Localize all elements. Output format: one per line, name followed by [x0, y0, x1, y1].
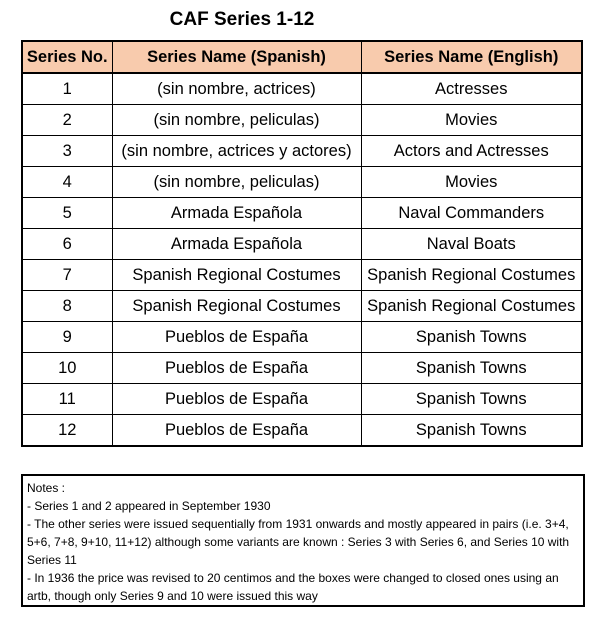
cell-series-no: 7	[22, 260, 112, 291]
table-row	[22, 73, 582, 105]
note-line: - Series 1 and 2 appeared in September 1930	[27, 499, 271, 513]
table-row	[22, 105, 582, 136]
table-row	[22, 167, 582, 198]
table-header-row	[22, 41, 582, 73]
cell-spanish-name: Spanish Regional Costumes	[112, 260, 361, 291]
cell-series-no: 9	[22, 322, 112, 353]
cell-english-name: Spanish Towns	[361, 415, 582, 447]
notes-box	[21, 474, 585, 607]
cell-series-no: 1	[22, 73, 112, 105]
notes-heading: Notes :	[27, 481, 66, 495]
cell-series-no: 5	[22, 198, 112, 229]
table-row	[22, 384, 582, 415]
cell-spanish-name: (sin nombre, peliculas)	[112, 167, 361, 198]
cell-english-name: Movies	[361, 105, 582, 136]
cell-spanish-name: Pueblos de España	[112, 415, 361, 447]
cell-series-no: 8	[22, 291, 112, 322]
cell-english-name: Spanish Towns	[361, 353, 582, 384]
cell-english-name: Movies	[361, 167, 582, 198]
page-title: CAF Series 1-12	[169, 9, 315, 30]
cell-spanish-name: (sin nombre, peliculas)	[112, 105, 361, 136]
table-row	[22, 260, 582, 291]
cell-spanish-name: Pueblos de España	[112, 384, 361, 415]
note-line: - In 1936 the price was revised to 20 centimos and the boxes were changed to closed ones using an artb, though only Series 9 and 10 were issued this way	[27, 571, 559, 603]
cell-series-no: 3	[22, 136, 112, 167]
table-row	[22, 229, 582, 260]
cell-series-no: 10	[22, 353, 112, 384]
cell-english-name: Actors and Actresses	[361, 136, 582, 167]
cell-spanish-name: Armada Española	[112, 198, 361, 229]
cell-spanish-name: Armada Española	[112, 229, 361, 260]
header-series-name-spanish: Series Name (Spanish)	[112, 41, 361, 73]
cell-english-name: Spanish Regional Costumes	[361, 260, 582, 291]
cell-series-no: 6	[22, 229, 112, 260]
table-row	[22, 291, 582, 322]
cell-series-no: 12	[22, 415, 112, 447]
table-row	[22, 198, 582, 229]
header-series-name-english: Series Name (English)	[361, 41, 582, 73]
cell-english-name: Spanish Regional Costumes	[361, 291, 582, 322]
cell-english-name: Actresses	[361, 73, 582, 105]
cell-spanish-name: (sin nombre, actrices)	[112, 73, 361, 105]
cell-spanish-name: Pueblos de España	[112, 322, 361, 353]
cell-english-name: Naval Commanders	[361, 198, 582, 229]
cell-series-no: 2	[22, 105, 112, 136]
cell-spanish-name: Spanish Regional Costumes	[112, 291, 361, 322]
table-row	[22, 322, 582, 353]
note-line: - The other series were issued sequentially from 1931 onwards and mostly appeared in pairs (i.e. 3+4, 5+6, 7+8, 9+10, 11+12) although some variants are known : Series 3 with Series 6, and Series 10 with Series 11	[27, 517, 570, 567]
cell-spanish-name: (sin nombre, actrices y actores)	[112, 136, 361, 167]
cell-english-name: Spanish Towns	[361, 322, 582, 353]
table-row	[22, 415, 582, 447]
cell-english-name: Naval Boats	[361, 229, 582, 260]
cell-series-no: 4	[22, 167, 112, 198]
cell-series-no: 11	[22, 384, 112, 415]
header-series-no: Series No.	[22, 41, 112, 73]
cell-spanish-name: Pueblos de España	[112, 353, 361, 384]
table-row	[22, 353, 582, 384]
cell-english-name: Spanish Towns	[361, 384, 582, 415]
table-row	[22, 136, 582, 167]
series-table	[21, 40, 583, 447]
